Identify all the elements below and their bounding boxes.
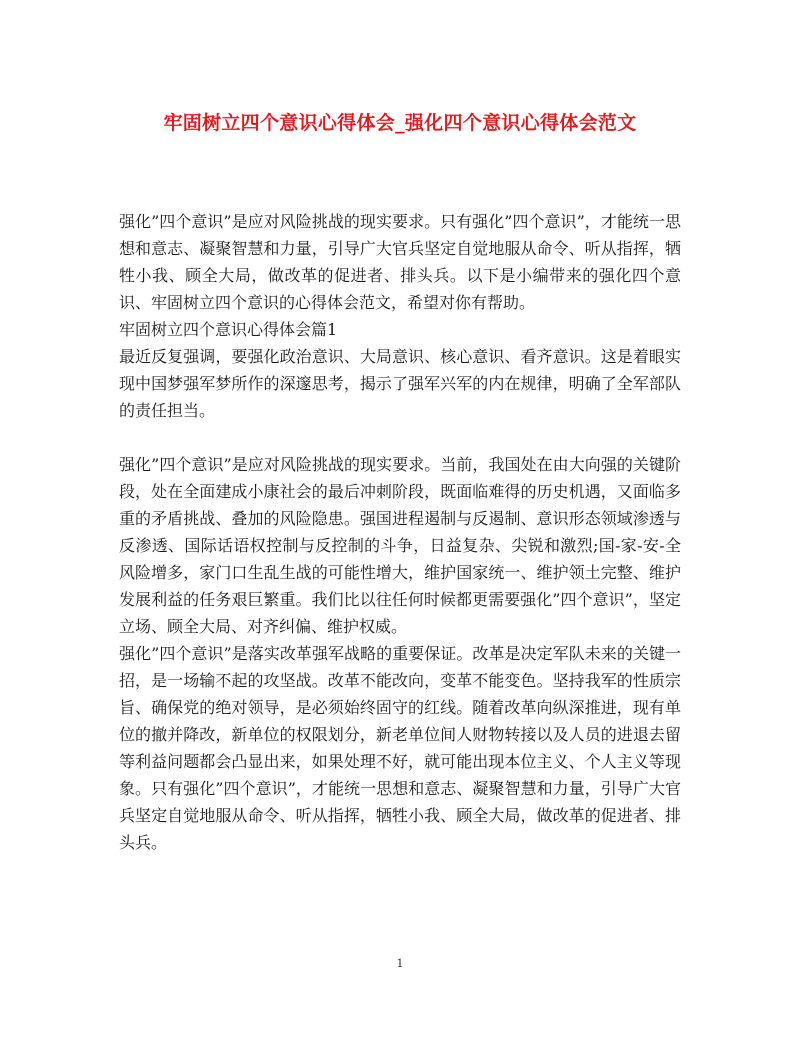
body-paragraph-3: 强化”四个意识”是落实改革强军战略的重要保证。改革是决定军队未来的关键一招，是一场输不起的攻坚战。改革不能改向，变革不能变色。坚持我军的性质宗旨、确保党的绝对领导，是必须始终固守的红线。随着改革向纵深推进，现有单位的撤并降改，新单位的权限划分，新老单位间人财物转接以及人员的进退去留等利益问题都会凸显出来，如果处理不好，就可能出现本位主义、个人主义等现象。只有强化”四个意识”，才能统一思想和意志、凝聚智慧和力量，引导广大官兵坚定自觉地服从命令、听从指挥，牺牲小我、顾全大局，做改革的促进者、排头兵。 [119, 644, 681, 852]
body-paragraph-2: 强化”四个意识”是应对风险挑战的现实要求。当前，我国处在由大向强的关键阶段，处在全面建成小康社会的最后冲刺阶段，既面临难得的历史机遇，又面临多重的矛盾挑战、叠加的风险隐患。强国进程遏制与反遏制、意识形态领域渗透与反渗透、国际话语权控制与反控制的斗争，日益复杂、尖锐和激烈;国-家-安-全风险增多，家门口生乱生战的可能性增大，维护国家统一、维护领土完整、维护发展利益的任务艰巨繁重。我们比以往任何时候都更需要强化”四个意识”，坚定立场、顾全大局、对齐纠偏、维护权威。 [119, 455, 681, 636]
section-heading: 牢固树立四个意识心得体会篇1 [119, 320, 338, 339]
intro-paragraph: 强化”四个意识”是应对风险挑战的现实要求。只有强化”四个意识”，才能统一思想和意志、凝聚智慧和力量，引导广大官兵坚定自觉地服从命令、听从指挥，牺牲小我、顾全大局，做改革的促进者、排头兵。以下是小编带来的强化四个意识、牢固树立四个意识的心得体会范文，希望对你有帮助。 [119, 212, 681, 312]
paragraph-gap [119, 424, 681, 451]
document-body [119, 208, 681, 856]
body-paragraph-1: 最近反复强调，要强化政治意识、大局意识、核心意识、看齐意识。这是着眼实现中国梦强军梦所作的深邃思考，揭示了强军兴军的内在规律，明确了全军部队的责任担当。 [119, 347, 681, 420]
page-number: 1 [396, 957, 404, 970]
document-title: 牢固树立四个意识心得体会_强化四个意识心得体会范文 [163, 112, 637, 134]
